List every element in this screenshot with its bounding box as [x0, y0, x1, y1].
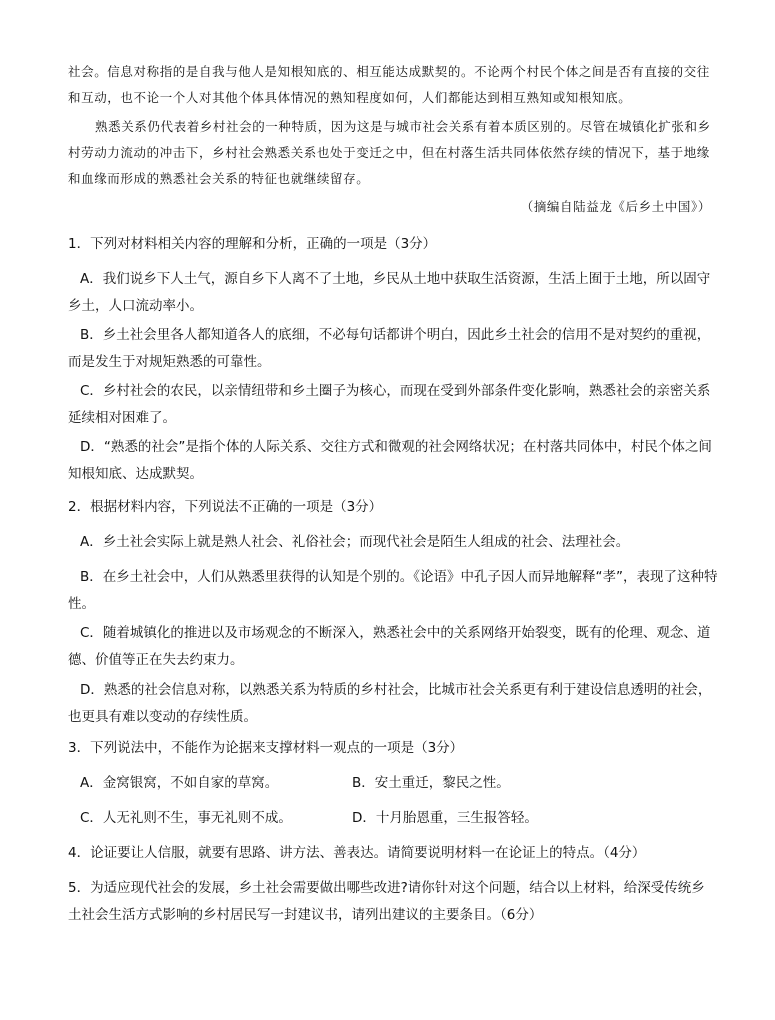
passage-paragraph-1: 社会。信息对称指的是自我与他人是知根知底的、相互能达成默契的。不论两个村民个体之间是否有直接的交往和互动，也不论一个人对其他个体具体情况的熟知程度如何，人们都能达到相互熟知或知根知底。	[68, 64, 710, 105]
question-1-stem: 1．下列对材料相关内容的理解和分析，正确的一项是（3分）	[68, 236, 437, 252]
question-2-option-b: B．在乡土社会中，人们从熟悉里获得的认知是个别的。《论语》中孔子因人而异地解释“孝”，表现了这种特性。	[68, 569, 718, 612]
question-4-stem: 4．论证要让人信服，就要有思路、讲方法、善表达。请简要说明材料一在论证上的特点。（4分）	[68, 845, 646, 861]
question-3-option-b: B．安土重迁，黎民之性。	[352, 775, 510, 791]
question-1-option-b: B．乡土社会里各人都知道各人的底细，不必每句话都讲个明白，因此乡土社会的信用不是对契约的重视，而是发生于对规矩熟悉的可靠性。	[68, 327, 711, 370]
question-3-option-c: C．人无礼则不生，事无礼则不成。	[80, 810, 292, 826]
question-3-option-d: D．十月胎恩重，三生报答轻。	[352, 810, 538, 826]
question-1-option-a: A．我们说乡下人土气，源自乡下人离不了土地，乡民从土地中获取生活资源，生活上囿于土地，所以固守乡土，人口流动率小。	[68, 271, 711, 314]
question-1-option-d: D．“熟悉的社会”是指个体的人际关系、交往方式和微观的社会网络状况；在村落共同体中，村民个体之间知根知底、达成默契。	[68, 439, 712, 482]
question-2-option-a: A．乡土社会实际上就是熟人社会、礼俗社会；而现代社会是陌生人组成的社会、法理社会。	[80, 534, 630, 550]
question-3-stem: 3．下列说法中，不能作为论据来支撑材料一观点的一项是（3分）	[68, 740, 464, 756]
question-1-option-c: C．乡村社会的农民，以亲情纽带和乡土圈子为核心，而现在受到外部条件变化影响，熟悉社会的亲密关系延续相对困难了。	[68, 383, 711, 426]
question-2-option-c: C．随着城镇化的推进以及市场观念的不断深入，熟悉社会中的关系网络开始裂变，既有的伦理、观念、道德、价值等正在失去约束力。	[68, 625, 711, 668]
passage-paragraph-2: 熟悉关系仍代表着乡村社会的一种特质，因为这是与城市社会关系有着本质区别的。尽管在城镇化扩张和乡村劳动力流动的冲击下，乡村社会熟悉关系也处于变迁之中，但在村落生活共同体依然存续的情况下，基于地缘和血缘而形成的熟悉社会关系的特征也就继续留存。	[68, 119, 711, 186]
question-2-stem: 2．根据材料内容，下列说法不正确的一项是（3分）	[68, 499, 383, 515]
question-5-stem: 5．为适应现代社会的发展，乡土社会需要做出哪些改进?请你针对这个问题，结合以上材料，给深受传统乡土社会生活方式影响的乡村居民写一封建议书，请列出建议的主要条目。（6分）	[68, 880, 705, 923]
passage-source: （摘编自陆益龙《后乡土中国》）	[520, 199, 711, 214]
question-3-option-a: A．金窝银窝，不如自家的草窝。	[80, 775, 279, 791]
question-2-option-d: D．熟悉的社会信息对称，以熟悉关系为特质的乡村社会，比城市社会关系更有利于建设信息透明的社会，也更具有难以变动的存续性质。	[68, 682, 712, 725]
